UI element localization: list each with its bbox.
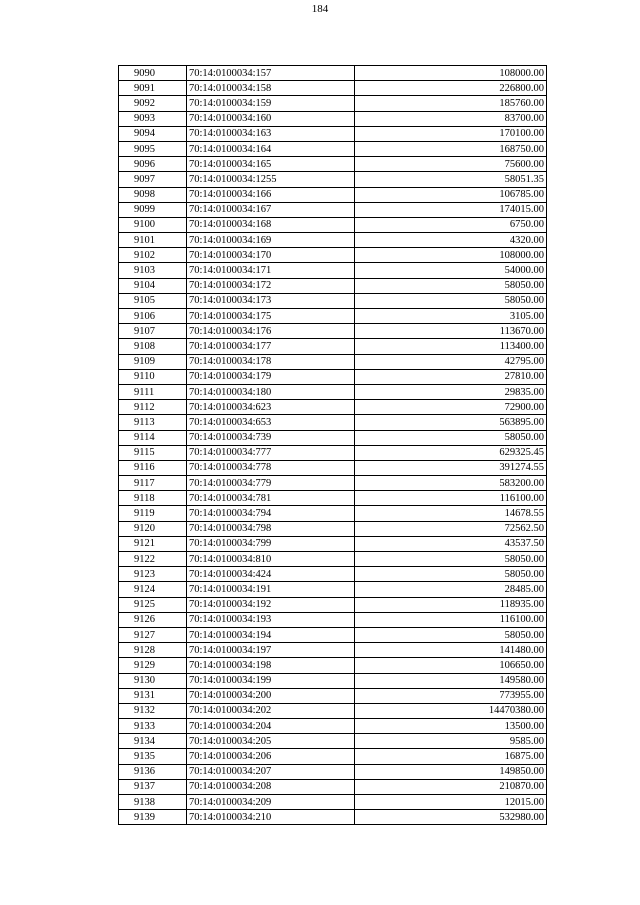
value-cell: 13500.00 bbox=[355, 719, 547, 734]
value-cell: 116100.00 bbox=[355, 612, 547, 627]
table-row bbox=[119, 309, 547, 324]
table-row bbox=[119, 111, 547, 126]
table-row bbox=[119, 430, 547, 445]
row-number-cell: 9120 bbox=[119, 521, 187, 536]
table-row bbox=[119, 673, 547, 688]
cadastral-number-cell: 70:14:0100034:191 bbox=[187, 582, 355, 597]
row-number-cell: 9092 bbox=[119, 96, 187, 111]
cadastral-number-cell: 70:14:0100034:199 bbox=[187, 673, 355, 688]
table-row bbox=[119, 779, 547, 794]
table-row bbox=[119, 172, 547, 187]
cadastral-number-cell: 70:14:0100034:158 bbox=[187, 81, 355, 96]
value-cell: 58050.00 bbox=[355, 293, 547, 308]
row-number-cell: 9106 bbox=[119, 309, 187, 324]
table-row bbox=[119, 521, 547, 536]
value-cell: 149850.00 bbox=[355, 764, 547, 779]
cadastral-number-cell: 70:14:0100034:172 bbox=[187, 278, 355, 293]
row-number-cell: 9128 bbox=[119, 643, 187, 658]
cadastral-number-cell: 70:14:0100034:653 bbox=[187, 415, 355, 430]
table-body bbox=[119, 66, 547, 825]
cadastral-number-cell: 70:14:0100034:167 bbox=[187, 202, 355, 217]
table-row bbox=[119, 460, 547, 475]
cadastral-number-cell: 70:14:0100034:159 bbox=[187, 96, 355, 111]
row-number-cell: 9139 bbox=[119, 810, 187, 825]
table-row bbox=[119, 339, 547, 354]
row-number-cell: 9098 bbox=[119, 187, 187, 202]
value-cell: 113670.00 bbox=[355, 324, 547, 339]
table-row bbox=[119, 476, 547, 491]
cadastral-number-cell: 70:14:0100034:794 bbox=[187, 506, 355, 521]
row-number-cell: 9127 bbox=[119, 627, 187, 642]
table-row bbox=[119, 567, 547, 582]
table-row bbox=[119, 506, 547, 521]
value-cell: 629325.45 bbox=[355, 445, 547, 460]
table-row bbox=[119, 810, 547, 825]
value-cell: 4320.00 bbox=[355, 233, 547, 248]
value-cell: 14470380.00 bbox=[355, 703, 547, 718]
row-number-cell: 9121 bbox=[119, 536, 187, 551]
table-row bbox=[119, 445, 547, 460]
row-number-cell: 9110 bbox=[119, 369, 187, 384]
row-number-cell: 9115 bbox=[119, 445, 187, 460]
row-number-cell: 9124 bbox=[119, 582, 187, 597]
value-cell: 16875.00 bbox=[355, 749, 547, 764]
table-row bbox=[119, 217, 547, 232]
table-row bbox=[119, 202, 547, 217]
cadastral-number-cell: 70:14:0100034:810 bbox=[187, 552, 355, 567]
cadastral-number-cell: 70:14:0100034:623 bbox=[187, 400, 355, 415]
value-cell: 14678.55 bbox=[355, 506, 547, 521]
table-row bbox=[119, 612, 547, 627]
table-row bbox=[119, 141, 547, 156]
cadastral-number-cell: 70:14:0100034:165 bbox=[187, 157, 355, 172]
cadastral-number-cell: 70:14:0100034:198 bbox=[187, 658, 355, 673]
value-cell: 58050.00 bbox=[355, 278, 547, 293]
cadastral-number-cell: 70:14:0100034:170 bbox=[187, 248, 355, 263]
cadastral-number-cell: 70:14:0100034:205 bbox=[187, 734, 355, 749]
row-number-cell: 9107 bbox=[119, 324, 187, 339]
cadastral-number-cell: 70:14:0100034:173 bbox=[187, 293, 355, 308]
cadastral-number-cell: 70:14:0100034:204 bbox=[187, 719, 355, 734]
data-table bbox=[118, 65, 547, 825]
value-cell: 149580.00 bbox=[355, 673, 547, 688]
row-number-cell: 9135 bbox=[119, 749, 187, 764]
cadastral-number-cell: 70:14:0100034:168 bbox=[187, 217, 355, 232]
table-row bbox=[119, 324, 547, 339]
row-number-cell: 9119 bbox=[119, 506, 187, 521]
cadastral-number-cell: 70:14:0100034:160 bbox=[187, 111, 355, 126]
row-number-cell: 9122 bbox=[119, 552, 187, 567]
value-cell: 28485.00 bbox=[355, 582, 547, 597]
table-row bbox=[119, 643, 547, 658]
value-cell: 75600.00 bbox=[355, 157, 547, 172]
cadastral-number-cell: 70:14:0100034:175 bbox=[187, 309, 355, 324]
cadastral-number-cell: 70:14:0100034:200 bbox=[187, 688, 355, 703]
value-cell: 83700.00 bbox=[355, 111, 547, 126]
row-number-cell: 9126 bbox=[119, 612, 187, 627]
table-row bbox=[119, 582, 547, 597]
table-row bbox=[119, 795, 547, 810]
table-row bbox=[119, 536, 547, 551]
cadastral-number-cell: 70:14:0100034:177 bbox=[187, 339, 355, 354]
row-number-cell: 9102 bbox=[119, 248, 187, 263]
row-number-cell: 9091 bbox=[119, 81, 187, 96]
row-number-cell: 9133 bbox=[119, 719, 187, 734]
table-row bbox=[119, 187, 547, 202]
cadastral-number-cell: 70:14:0100034:202 bbox=[187, 703, 355, 718]
value-cell: 58051.35 bbox=[355, 172, 547, 187]
cadastral-number-cell: 70:14:0100034:1255 bbox=[187, 172, 355, 187]
row-number-cell: 9136 bbox=[119, 764, 187, 779]
row-number-cell: 9097 bbox=[119, 172, 187, 187]
value-cell: 773955.00 bbox=[355, 688, 547, 703]
cadastral-number-cell: 70:14:0100034:163 bbox=[187, 126, 355, 141]
value-cell: 168750.00 bbox=[355, 141, 547, 156]
cadastral-number-cell: 70:14:0100034:179 bbox=[187, 369, 355, 384]
row-number-cell: 9108 bbox=[119, 339, 187, 354]
value-cell: 141480.00 bbox=[355, 643, 547, 658]
value-cell: 72900.00 bbox=[355, 400, 547, 415]
row-number-cell: 9104 bbox=[119, 278, 187, 293]
table-row bbox=[119, 263, 547, 278]
table-row bbox=[119, 384, 547, 399]
cadastral-number-cell: 70:14:0100034:781 bbox=[187, 491, 355, 506]
cadastral-number-cell: 70:14:0100034:424 bbox=[187, 567, 355, 582]
row-number-cell: 9125 bbox=[119, 597, 187, 612]
table-row bbox=[119, 126, 547, 141]
value-cell: 27810.00 bbox=[355, 369, 547, 384]
value-cell: 108000.00 bbox=[355, 248, 547, 263]
table-row bbox=[119, 703, 547, 718]
table-row bbox=[119, 278, 547, 293]
cadastral-number-cell: 70:14:0100034:178 bbox=[187, 354, 355, 369]
cadastral-number-cell: 70:14:0100034:798 bbox=[187, 521, 355, 536]
cadastral-number-cell: 70:14:0100034:207 bbox=[187, 764, 355, 779]
row-number-cell: 9105 bbox=[119, 293, 187, 308]
value-cell: 563895.00 bbox=[355, 415, 547, 430]
row-number-cell: 9095 bbox=[119, 141, 187, 156]
row-number-cell: 9100 bbox=[119, 217, 187, 232]
row-number-cell: 9138 bbox=[119, 795, 187, 810]
cadastral-number-cell: 70:14:0100034:166 bbox=[187, 187, 355, 202]
value-cell: 54000.00 bbox=[355, 263, 547, 278]
row-number-cell: 9111 bbox=[119, 384, 187, 399]
table-row bbox=[119, 233, 547, 248]
cadastral-number-cell: 70:14:0100034:206 bbox=[187, 749, 355, 764]
value-cell: 6750.00 bbox=[355, 217, 547, 232]
table-row bbox=[119, 248, 547, 263]
value-cell: 113400.00 bbox=[355, 339, 547, 354]
value-cell: 210870.00 bbox=[355, 779, 547, 794]
table-row bbox=[119, 157, 547, 172]
cadastral-number-cell: 70:14:0100034:193 bbox=[187, 612, 355, 627]
value-cell: 58050.00 bbox=[355, 627, 547, 642]
row-number-cell: 9134 bbox=[119, 734, 187, 749]
table-row bbox=[119, 81, 547, 96]
table-row bbox=[119, 369, 547, 384]
value-cell: 43537.50 bbox=[355, 536, 547, 551]
table-row bbox=[119, 66, 547, 81]
value-cell: 42795.00 bbox=[355, 354, 547, 369]
value-cell: 118935.00 bbox=[355, 597, 547, 612]
value-cell: 185760.00 bbox=[355, 96, 547, 111]
table-row bbox=[119, 400, 547, 415]
row-number-cell: 9117 bbox=[119, 476, 187, 491]
table-row bbox=[119, 764, 547, 779]
value-cell: 3105.00 bbox=[355, 309, 547, 324]
cadastral-number-cell: 70:14:0100034:164 bbox=[187, 141, 355, 156]
table-row bbox=[119, 415, 547, 430]
cadastral-number-cell: 70:14:0100034:210 bbox=[187, 810, 355, 825]
value-cell: 106650.00 bbox=[355, 658, 547, 673]
row-number-cell: 9132 bbox=[119, 703, 187, 718]
table-row bbox=[119, 597, 547, 612]
table-row bbox=[119, 749, 547, 764]
cadastral-number-cell: 70:14:0100034:171 bbox=[187, 263, 355, 278]
cadastral-number-cell: 70:14:0100034:176 bbox=[187, 324, 355, 339]
cadastral-number-cell: 70:14:0100034:799 bbox=[187, 536, 355, 551]
cadastral-number-cell: 70:14:0100034:209 bbox=[187, 795, 355, 810]
row-number-cell: 9099 bbox=[119, 202, 187, 217]
cadastral-number-cell: 70:14:0100034:192 bbox=[187, 597, 355, 612]
cadastral-number-cell: 70:14:0100034:180 bbox=[187, 384, 355, 399]
table-row bbox=[119, 658, 547, 673]
value-cell: 58050.00 bbox=[355, 567, 547, 582]
value-cell: 29835.00 bbox=[355, 384, 547, 399]
cadastral-number-cell: 70:14:0100034:197 bbox=[187, 643, 355, 658]
cadastral-number-cell: 70:14:0100034:169 bbox=[187, 233, 355, 248]
value-cell: 116100.00 bbox=[355, 491, 547, 506]
value-cell: 532980.00 bbox=[355, 810, 547, 825]
row-number-cell: 9112 bbox=[119, 400, 187, 415]
table-row bbox=[119, 354, 547, 369]
row-number-cell: 9118 bbox=[119, 491, 187, 506]
row-number-cell: 9114 bbox=[119, 430, 187, 445]
row-number-cell: 9116 bbox=[119, 460, 187, 475]
page-number: 184 bbox=[311, 3, 329, 15]
row-number-cell: 9137 bbox=[119, 779, 187, 794]
table-row bbox=[119, 734, 547, 749]
value-cell: 174015.00 bbox=[355, 202, 547, 217]
cadastral-number-cell: 70:14:0100034:779 bbox=[187, 476, 355, 491]
row-number-cell: 9131 bbox=[119, 688, 187, 703]
value-cell: 583200.00 bbox=[355, 476, 547, 491]
row-number-cell: 9109 bbox=[119, 354, 187, 369]
row-number-cell: 9093 bbox=[119, 111, 187, 126]
table-row bbox=[119, 491, 547, 506]
value-cell: 58050.00 bbox=[355, 552, 547, 567]
value-cell: 106785.00 bbox=[355, 187, 547, 202]
value-cell: 391274.55 bbox=[355, 460, 547, 475]
table-row bbox=[119, 688, 547, 703]
table-row bbox=[119, 719, 547, 734]
value-cell: 226800.00 bbox=[355, 81, 547, 96]
cadastral-number-cell: 70:14:0100034:194 bbox=[187, 627, 355, 642]
row-number-cell: 9130 bbox=[119, 673, 187, 688]
value-cell: 9585.00 bbox=[355, 734, 547, 749]
table-row bbox=[119, 627, 547, 642]
value-cell: 12015.00 bbox=[355, 795, 547, 810]
value-cell: 170100.00 bbox=[355, 126, 547, 141]
table-row bbox=[119, 552, 547, 567]
value-cell: 108000.00 bbox=[355, 66, 547, 81]
row-number-cell: 9090 bbox=[119, 66, 187, 81]
cadastral-number-cell: 70:14:0100034:157 bbox=[187, 66, 355, 81]
row-number-cell: 9123 bbox=[119, 567, 187, 582]
value-cell: 72562.50 bbox=[355, 521, 547, 536]
row-number-cell: 9129 bbox=[119, 658, 187, 673]
row-number-cell: 9096 bbox=[119, 157, 187, 172]
row-number-cell: 9094 bbox=[119, 126, 187, 141]
value-cell: 58050.00 bbox=[355, 430, 547, 445]
row-number-cell: 9103 bbox=[119, 263, 187, 278]
row-number-cell: 9113 bbox=[119, 415, 187, 430]
cadastral-number-cell: 70:14:0100034:739 bbox=[187, 430, 355, 445]
cadastral-number-cell: 70:14:0100034:777 bbox=[187, 445, 355, 460]
row-number-cell: 9101 bbox=[119, 233, 187, 248]
table-row bbox=[119, 96, 547, 111]
cadastral-number-cell: 70:14:0100034:778 bbox=[187, 460, 355, 475]
table-row bbox=[119, 293, 547, 308]
cadastral-number-cell: 70:14:0100034:208 bbox=[187, 779, 355, 794]
